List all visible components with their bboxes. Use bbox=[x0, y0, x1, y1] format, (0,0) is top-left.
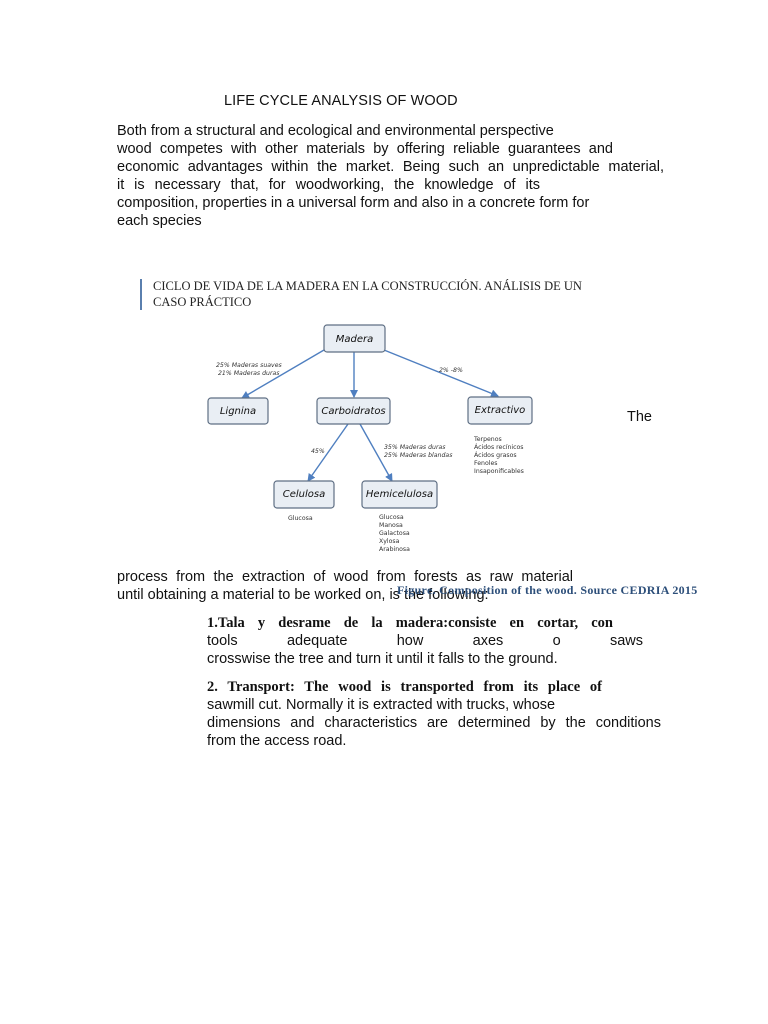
step-2-line: sawmill cut. Normally it is extracted with trucks, whose bbox=[207, 697, 556, 713]
figure-heading-line: CICLO DE VIDA DE LA MADERA EN LA CONSTRUCCIÓN. ANÁLISIS DE UN bbox=[153, 279, 582, 293]
step-1-line: crosswise the tree and turn it until it falls to the ground. bbox=[207, 651, 558, 667]
figure-heading-line: CASO PRÁCTICO bbox=[153, 295, 252, 309]
document-title: LIFE CYCLE ANALYSIS OF WOOD bbox=[224, 93, 458, 109]
node-label: Carboidratos bbox=[321, 406, 386, 417]
node-label: Extractivo bbox=[474, 405, 526, 416]
edge-label-hemicelulosa: 25% Maderas blandas bbox=[384, 452, 453, 459]
extractivo-components bbox=[473, 436, 524, 475]
wood-composition-diagram bbox=[200, 318, 526, 558]
component-item: Manosa bbox=[379, 522, 403, 529]
component-item: Xylosa bbox=[379, 538, 400, 545]
component-item: Fenoles bbox=[474, 460, 498, 467]
component-item: Insaponificables bbox=[474, 468, 524, 475]
floating-word: The bbox=[627, 409, 652, 425]
component-item: Arabinosa bbox=[379, 546, 410, 553]
node-label: Hemicelulosa bbox=[365, 489, 434, 500]
node-hemicelulosa bbox=[362, 481, 437, 508]
step-2-title: 2. Transport: The wood is transported from its place of bbox=[207, 679, 602, 695]
node-celulosa bbox=[274, 481, 334, 508]
node-madera bbox=[324, 325, 385, 352]
component-item: Glucosa bbox=[379, 514, 404, 521]
celulosa-components bbox=[288, 515, 313, 522]
intro-line: it is necessary that, for woodworking, the knowledge of its bbox=[117, 177, 540, 193]
node-label: Madera bbox=[335, 334, 374, 345]
process-line: until obtaining a material to be worked on, is the following: bbox=[117, 587, 489, 603]
edge-label-lignina: 25% Maderas suaves bbox=[216, 362, 282, 369]
node-lignina bbox=[208, 398, 268, 424]
hemicelulosa-components bbox=[379, 514, 410, 553]
component-item: Ácidos recínicos bbox=[474, 444, 524, 451]
figure-heading-rule bbox=[140, 279, 142, 310]
node-label: Lignina bbox=[219, 406, 257, 417]
node-label: Celulosa bbox=[282, 489, 326, 500]
intro-line: Both from a structural and ecological and environmental perspective bbox=[117, 123, 554, 139]
step-2-line: dimensions and characteristics are determined by the conditions bbox=[207, 715, 661, 731]
step-1-line: tools adequate how axes o saws bbox=[207, 633, 643, 649]
node-extractivo bbox=[468, 397, 532, 424]
edge-label-hemicelulosa: 35% Maderas duras bbox=[384, 444, 446, 451]
edge-label-lignina: 21% Maderas duras bbox=[218, 370, 280, 377]
edge-label-celulosa: 45% bbox=[311, 448, 325, 455]
intro-line: each species bbox=[117, 213, 202, 229]
component-item: Ácidos grasos bbox=[474, 452, 517, 459]
step-1-title: 1.Tala y desrame de la madera:consiste en cortar, con bbox=[207, 615, 613, 631]
component-item: Terpenos bbox=[474, 436, 502, 443]
process-line: process from the extraction of wood from forests as raw material bbox=[117, 569, 573, 585]
component-item: Galactosa bbox=[379, 530, 410, 537]
step-2-line: from the access road. bbox=[207, 733, 347, 749]
figure-caption: Figure. Composition of the wood. Source CEDRIA 2015 bbox=[397, 583, 698, 597]
intro-line: economic advantages within the market. Being such an unpredictable material, bbox=[117, 159, 664, 175]
node-carboidratos bbox=[317, 398, 390, 424]
intro-line: wood competes with other materials by offering reliable guarantees and bbox=[117, 141, 613, 157]
component-item: Glucosa bbox=[288, 515, 313, 522]
figure-heading bbox=[153, 278, 582, 310]
intro-line: composition, properties in a universal form and also in a concrete form for bbox=[117, 195, 590, 211]
edge-label-extractivo: 2% -8% bbox=[439, 367, 463, 374]
